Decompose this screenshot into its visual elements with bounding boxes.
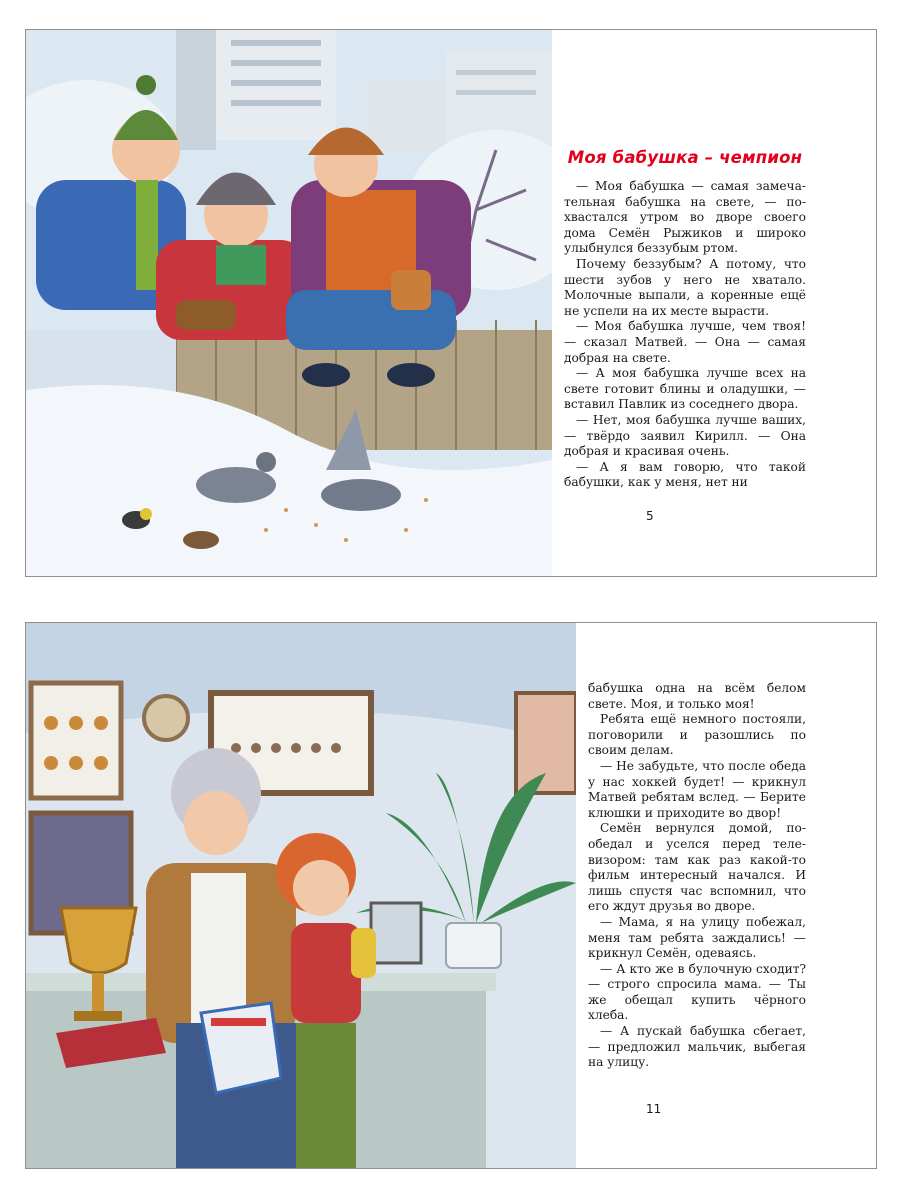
page-number: 5 [646, 509, 654, 523]
page-spread-11 [25, 622, 877, 1169]
paragraph: — А я вам говорю, что такой бабушки, как у меня, нет ни [564, 459, 806, 490]
page-number: 11 [646, 1102, 662, 1116]
paragraph: — А кто же в булочную сходит? — строго спросила мама. — Ты же обещал купить чёрного хлеба. [588, 961, 806, 1023]
paragraph: бабушка одна на всём белом свете. Моя, и только моя! [588, 681, 806, 711]
text-column-page-5 [564, 148, 806, 491]
room-scene-image [26, 623, 576, 1168]
paragraph: — А пускай бабушка сбегает, — предложил мальчик, выбегая на улицу. [588, 1024, 806, 1070]
paragraph: Ребята ещё немного постояли, поговорили и разошлись по своим делам. [588, 712, 806, 758]
paragraph: — Не забудьте, что после обеда у нас хоккей будет! — крикнул Матвей ребятам вслед. — Берите клюшки и приходите во двор! [588, 758, 806, 820]
paragraph: Почему беззубым? А потому, что шести зубов у него не хватало. Молочные выпали, а коренные ещё не успели на их месте вырасти. [564, 256, 806, 318]
paragraph: Семён вернулся домой, пообедал и уселся перед телевизором: там как раз какой-то фильм интересный начался. И лишь спустя час вспомнил, что его ждут друзья во дворе. [588, 821, 806, 914]
story-title: Моя бабушка – чемпион [567, 148, 803, 167]
paragraph: — А моя бабушка лучше всех на свете готовит блины и оладушки, — вставил Павлик из соседнего двора. [564, 366, 806, 412]
paragraph: — Нет, моя бабушка лучше ваших, — твёрдо заявил Кирилл. — Она добрая и красивая очень. [564, 412, 806, 459]
paragraph: — Моя бабушка лучше, чем твоя! — сказал Матвей. — Она — самая добрая на свете. [564, 319, 806, 365]
illustration-grandma-with-cup [26, 623, 576, 1168]
illustration-boys-on-fence [26, 30, 552, 576]
text-column-page-11 [588, 681, 806, 1071]
page-spread-5 [25, 29, 877, 577]
winter-scene-image [26, 30, 552, 576]
paragraph: — Мама, я на улицу побежал, меня там ребята заждались! — крикнул Семён, одеваясь. [588, 914, 806, 961]
paragraph: — Моя бабушка — самая замечательная бабушка на свете, — похвастался утром во дворе своего дома Семён Рыжиков и широко улыбнулся беззубым ртом. [564, 179, 806, 256]
